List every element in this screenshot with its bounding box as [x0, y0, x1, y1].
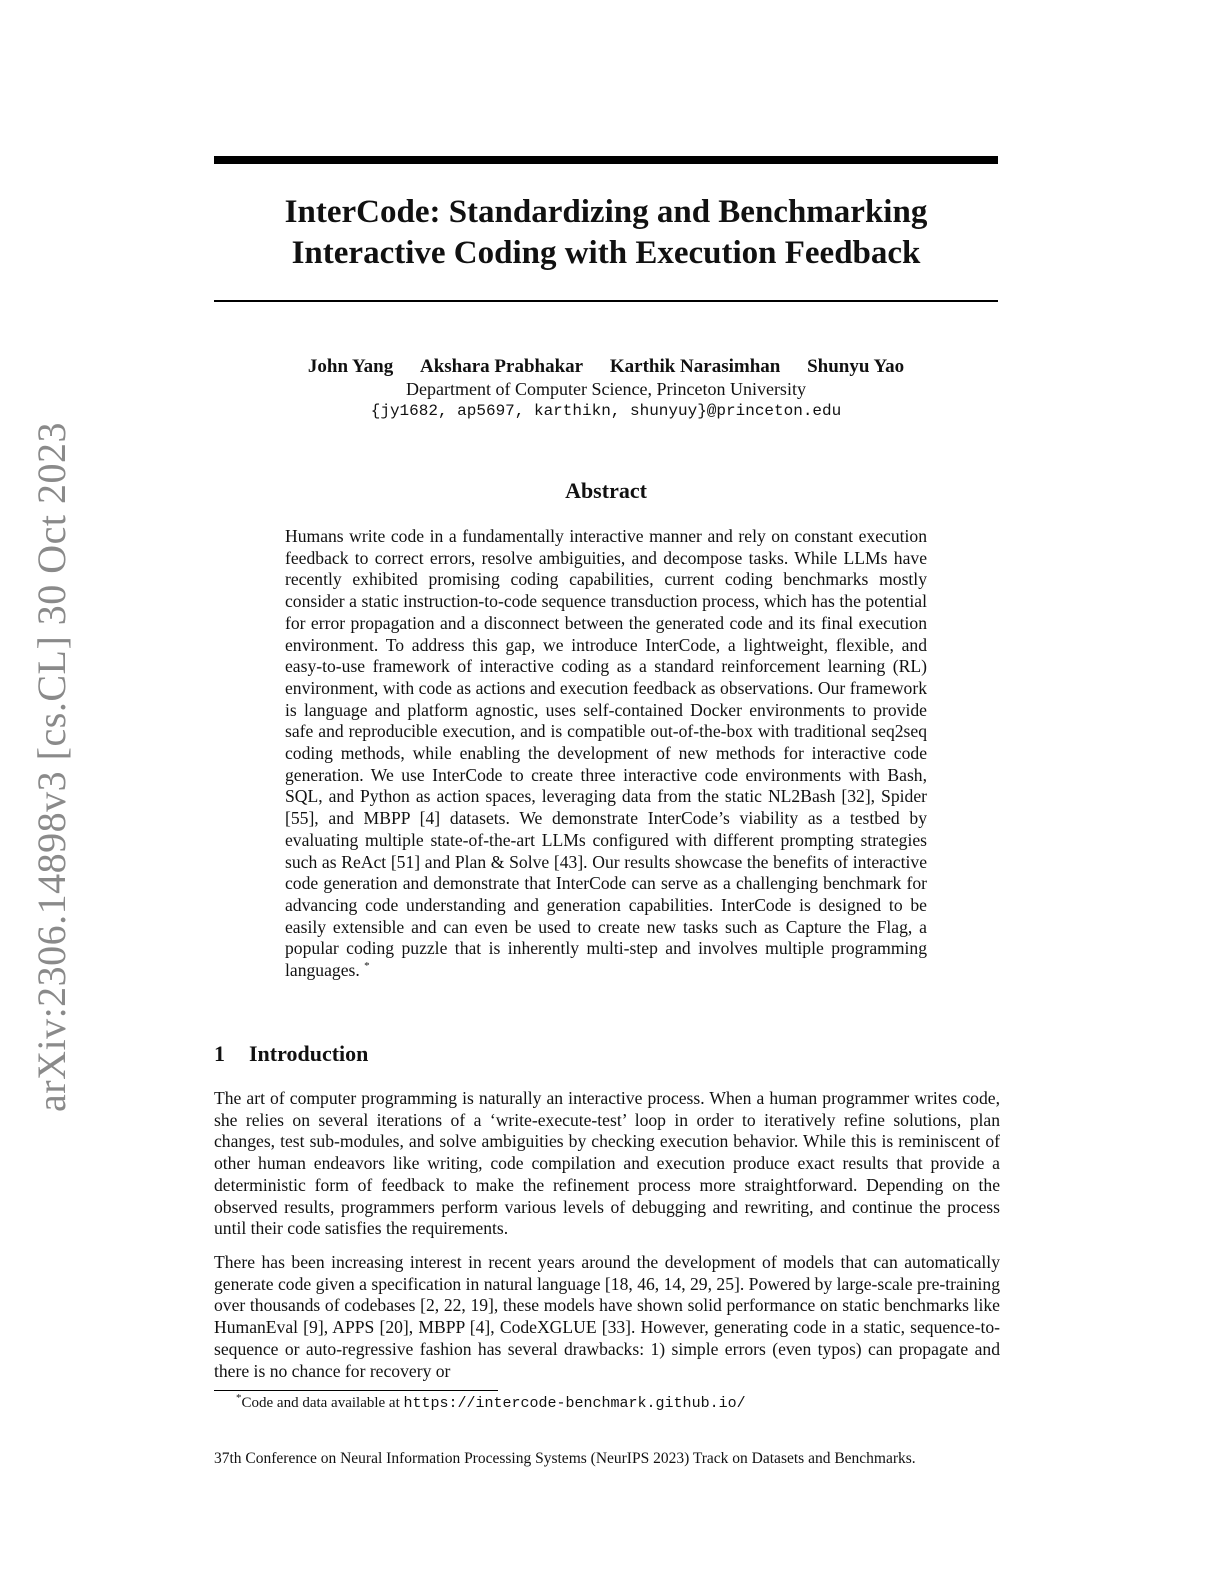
footnote-text: Code and data available at: [241, 1395, 404, 1411]
section-title: Introduction: [249, 1041, 369, 1066]
intro-paragraph-1: The art of computer programming is naturally an interactive process. When a human programmer writes code, she relies on several iterations of a ‘write-execute-test’ loop in order to iteratively refine solutions, plan changes, test sub-modules, and solve ambiguities by checking execution behavior. While this is reminiscent of other human endeavors like writing, code compilation and execution produce exact results that provide a deterministic form of feedback to make the refinement process more straightforward. Depending on the observed results, programmers perform various levels of debugging and rewriting, and continue the process until their code satisfies the requirements.: [214, 1088, 1000, 1239]
footnote-marker[interactable]: *: [364, 960, 370, 973]
title-top-rule: [214, 156, 998, 164]
arxiv-identifier-stamp: arXiv:2306.14898v3 [cs.CL] 30 Oct 2023: [29, 421, 74, 1112]
paper-title: [214, 192, 998, 274]
author-name: John Yang: [307, 356, 394, 377]
paper-title-line-1: InterCode: Standardizing and Benchmarking: [284, 194, 928, 230]
author-affiliation: Department of Computer Science, Princeton University: [406, 379, 806, 399]
abstract-heading: Abstract: [565, 478, 647, 503]
author-name: Akshara Prabhakar: [420, 356, 584, 377]
abstract-body: [285, 526, 927, 982]
intro-paragraph-2: There has been increasing interest in recent years around the development of models that can automatically generate code given a specification in natural language [18, 46, 14, 29, 25]. Powered by large-scale pre-training over thousands of codebases [2, 22, 19], these models have shown solid performance on static benchmarks like HumanEval [9], APPS [20], MBPP [4], CodeXGLUE [33]. However, generating code in a static, sequence-to-sequence or auto-regressive fashion has several drawbacks: 1) simple errors (even typos) can propagate and there is no chance for recovery or: [214, 1252, 1000, 1381]
section-number: 1: [214, 1041, 225, 1066]
author-list: [214, 355, 998, 378]
author-emails: {jy1682, ap5697, karthikn, shunyuy}@princeton.edu: [370, 402, 842, 420]
author-name: Karthik Narasimhan: [609, 356, 781, 377]
section-heading-introduction: [214, 1040, 998, 1068]
abstract-text: Humans write code in a fundamentally interactive manner and rely on constant execution feedback to correct errors, resolve ambiguities, and decompose tasks. While LLMs have recently exhibited promising coding capabilities, current coding benchmarks mostly consider a static instruction-to-code sequence transduction process, which has the potential for error propagation and a disconnect between the generated code and its final execution environment. To address this gap, we introduce InterCode, a lightweight, flexible, and easy-to-use framework of interactive coding as a standard reinforcement learning (RL) environment, with code as actions and execution feedback as observations. Our framework is language and platform agnostic, uses self-contained Docker environments to provide safe and reproducible execution, and is compatible out-of-the-box with traditional seq2seq coding methods, while enabling the development of new methods for interactive code generation. We use InterCode to create three interactive code environments with Bash, SQL, and Python as action spaces, leveraging data from the static NL2Bash [32], Spider [55], and MBPP [4] datasets. We demonstrate InterCode’s viability as a testbed by evaluating multiple state-of-the-art LLMs configured with different prompting strategies such as ReAct [51] and Plan & Solve [43]. Our results showcase the benefits of interactive code generation and demonstrate that InterCode can serve as a challenging benchmark for advancing code understanding and generation capabilities. InterCode is designed to be easily extensible and can even be used to create new tasks such as Capture the Flag, a popular coding puzzle that is inherently multi-step and involves multiple programming languages.: [285, 526, 927, 981]
footnote-mark: *: [236, 1392, 242, 1404]
footnote-rule: [214, 1390, 498, 1391]
paper-title-line-2: Interactive Coding with Execution Feedback: [291, 235, 921, 271]
footnote-link[interactable]: https://intercode-benchmark.github.io/: [403, 1395, 746, 1412]
footnote: [236, 1393, 996, 1414]
title-bottom-rule: [214, 300, 998, 302]
venue-footer: 37th Conference on Neural Information Processing Systems (NeurIPS 2023) Track on Datasets and Benchmarks.: [214, 1450, 916, 1467]
author-name: Shunyu Yao: [807, 356, 905, 377]
